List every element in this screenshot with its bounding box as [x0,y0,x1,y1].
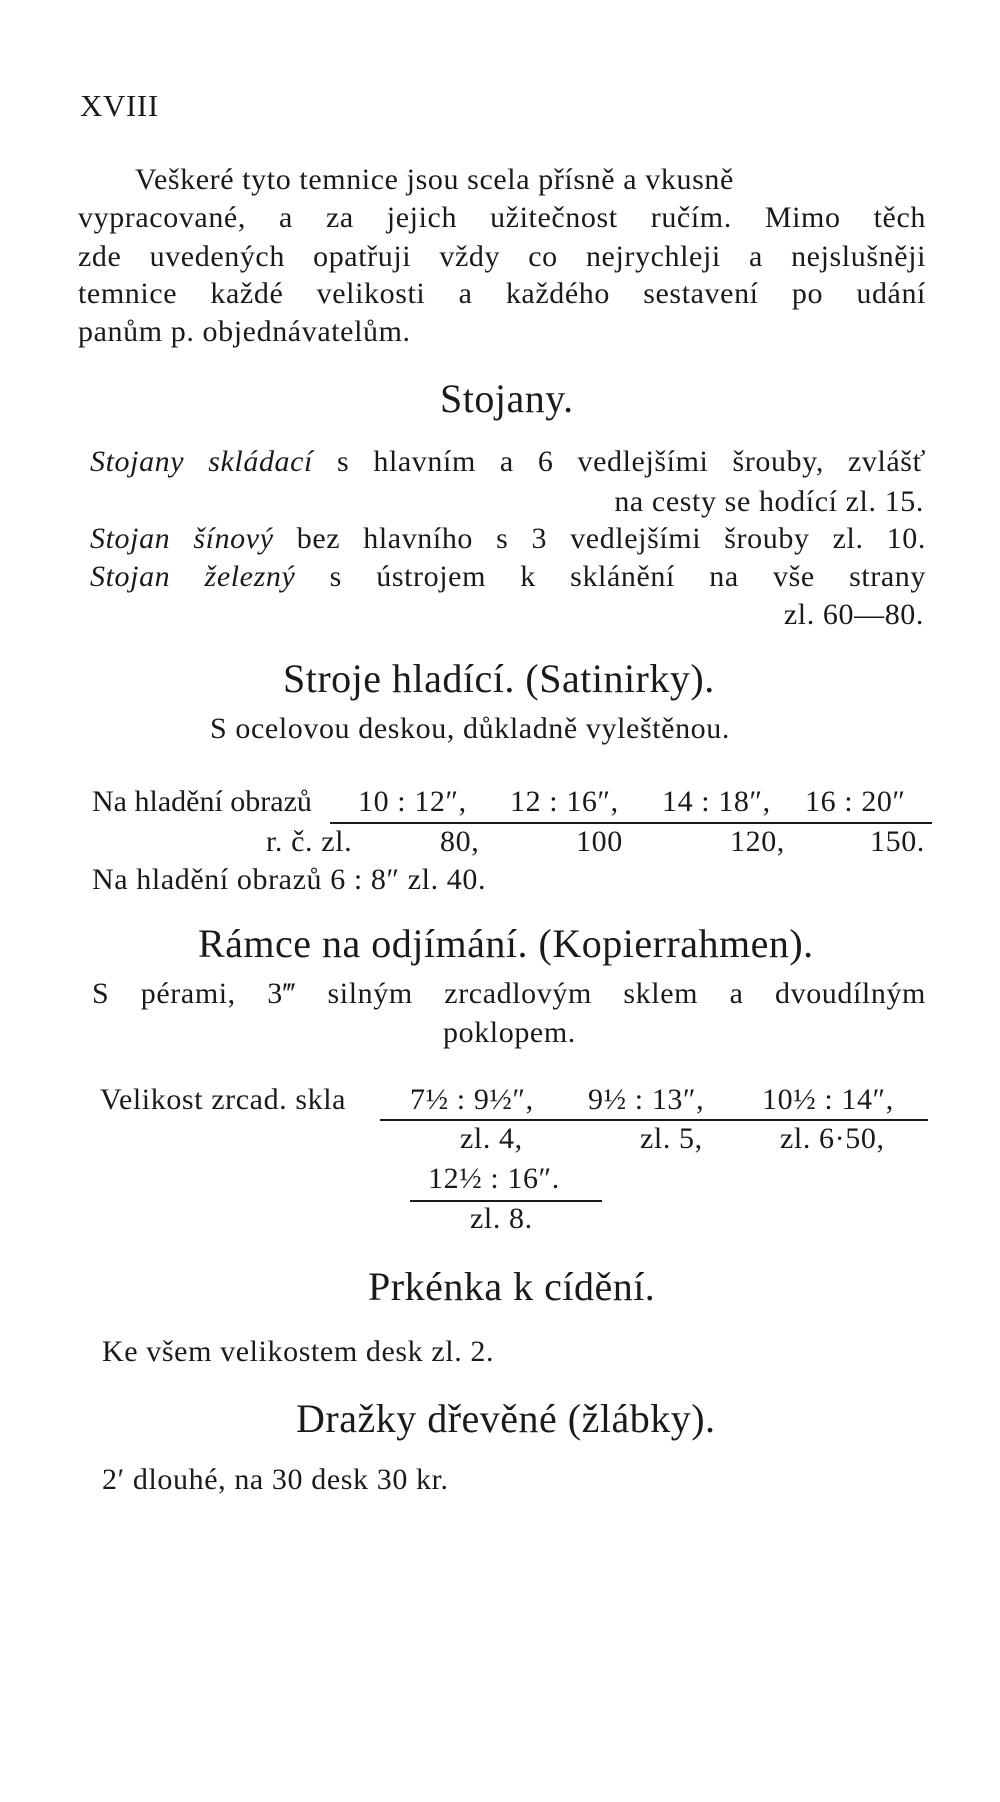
stroje-price: 150. [870,825,925,858]
ramce-price: zl. 5, [640,1122,703,1155]
stroje-size: 14 : 18″, [662,785,771,818]
stojany-item-1-name: Stojany skládací [90,445,313,478]
stroje-size-rule [330,822,932,824]
stojany-item-3-name: Stojan železný [90,560,296,593]
intro-line: zde uvedených opatřuji vždy co nejrychleji a nejslušněji [78,240,926,273]
intro-line: temnice každé velikosti a každého sestavení po udání [78,277,926,310]
ramce-size-rule [380,1119,928,1121]
ramce-desc-line1: S pérami, 3‴ silným zrcadlovým sklem a dvoudílným [92,977,926,1010]
stroje-row2: Na hladění obrazů 6 : 8″ zl. 40. [92,863,487,896]
stojany-item-2 [90,522,926,556]
section-heading-stojany: Stojany. [440,376,574,421]
intro-line: panům p. objednávatelům. [78,315,411,348]
stojany-item-3-price: zl. 60—80. [783,598,924,631]
stroje-price: 100 [576,825,623,858]
stojany-item-2-name: Stojan šínový [90,522,274,555]
page-number: XVIII [80,88,159,123]
stojany-item-2-text: bez hlavního s 3 vedlejšími šrouby zl. 10. [296,522,926,555]
drazky-text: 2′ dlouhé, na 30 desk 30 kr. [102,1463,449,1496]
stroje-price: 80, [440,825,480,858]
intro-line: vypracované, a za jejich užitečnost ručím. Mimo těch [78,201,926,234]
ramce-extra-size: 12½ : 16″. [428,1162,560,1195]
section-heading-stroje: Stroje hladící. (Satinirky). [283,656,715,701]
ramce-price: zl. 6·50, [780,1122,885,1155]
section-heading-ramce: Rámce na odjímání. (Kopierrahmen). [198,921,814,966]
stroje-size: 16 : 20″ [805,785,906,818]
ramce-size: 10½ : 14″, [762,1083,894,1116]
ramce-size-label: Velikost zrcad. skla [100,1083,347,1116]
intro-line: Veškeré tyto temnice jsou scela přísně a vkusně [135,163,734,196]
stojany-item-1-text2: na cesty se hodící zl. 15. [614,485,924,518]
stroje-price-label: r. č. zl. [266,825,353,858]
ramce-desc-line2: poklopem. [443,1016,576,1049]
section-heading-drazky: Dražky dřevěné (žlábky). [296,1396,716,1441]
section-heading-prkenka: Prkénka k cídění. [368,1264,656,1309]
ramce-extra-price: zl. 8. [470,1202,533,1235]
stroje-price: 120, [730,825,785,858]
stroje-subheading: S ocelovou deskou, důkladně vyleštěnou. [210,712,730,745]
stojany-item-1 [90,445,926,479]
ramce-size: 9½ : 13″, [588,1083,705,1116]
ramce-size: 7½ : 9½″, [410,1083,534,1116]
stroje-size: 12 : 16″, [510,785,619,818]
stroje-size: 10 : 12″, [358,785,467,818]
stroje-row1-label: Na hladění obrazů [92,785,312,818]
stojany-item-1-text: s hlavním a 6 vedlejšími šrouby, zvlášť [337,445,927,478]
prkenka-text: Ke všem velikostem desk zl. 2. [102,1335,495,1368]
stojany-item-3-text: s ústrojem k sklánění na vše strany [329,560,926,593]
stojany-item-3 [90,560,926,594]
ramce-price: zl. 4, [460,1122,523,1155]
